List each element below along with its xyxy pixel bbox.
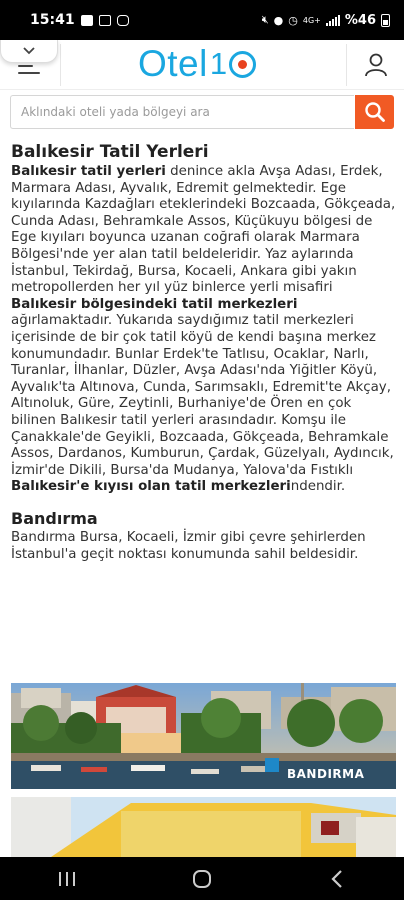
section-paragraph-bandirma: Bandırma Bursa, Kocaeli, İzmir gibi çevre şehirlerden İstanbul'a geçit noktası konumunda sahil beldesidir. bbox=[11, 529, 366, 562]
network-type: 4G+ bbox=[302, 15, 321, 25]
gallery-notification-icon bbox=[81, 15, 93, 26]
user-icon bbox=[362, 52, 390, 78]
search-icon bbox=[364, 101, 386, 123]
next-article-photo[interactable] bbox=[11, 797, 396, 857]
site-logo[interactable] bbox=[138, 42, 256, 86]
logo-number: 1 bbox=[209, 46, 228, 81]
keyword-link[interactable]: Balıkesir bölgesindeki tatil merkezleri bbox=[11, 296, 298, 312]
search-box bbox=[10, 95, 354, 129]
collapse-toolbar-button[interactable] bbox=[0, 40, 58, 63]
mute-icon: 🔇︎ bbox=[261, 13, 269, 26]
logo-target-icon bbox=[229, 51, 256, 78]
header-divider bbox=[60, 44, 61, 86]
photo-caption: BANDIRMA bbox=[287, 767, 365, 781]
keyword-link[interactable]: Balıkesir'e kıyısı olan tatil merkezleri bbox=[11, 479, 291, 495]
home-button[interactable] bbox=[182, 864, 222, 894]
bandirma-photo[interactable] bbox=[11, 683, 396, 789]
logo-text: Otel bbox=[138, 43, 208, 84]
status-time: 15:41 bbox=[30, 12, 75, 28]
article-title: Balıkesir Tatil Yerleri bbox=[11, 142, 209, 162]
alarm-icon: ◷ bbox=[288, 13, 298, 27]
battery-icon bbox=[381, 14, 390, 27]
user-account-button[interactable] bbox=[362, 52, 390, 78]
section-title-bandirma: Bandırma bbox=[11, 508, 98, 528]
image-notification-icon bbox=[99, 15, 111, 26]
signal-icon bbox=[326, 15, 340, 26]
next-photo-image bbox=[11, 797, 396, 857]
recent-apps-icon bbox=[57, 871, 77, 887]
search-input[interactable] bbox=[11, 96, 354, 128]
back-button[interactable] bbox=[317, 864, 357, 894]
back-icon bbox=[330, 869, 344, 889]
recent-apps-button[interactable] bbox=[47, 864, 87, 894]
search-button[interactable] bbox=[355, 95, 394, 129]
instagram-notification-icon bbox=[117, 15, 129, 26]
battery-percent: %46 bbox=[344, 12, 376, 28]
chevron-down-icon bbox=[22, 46, 36, 56]
location-icon: ● bbox=[273, 13, 284, 27]
status-bar bbox=[0, 0, 404, 40]
article-paragraph: Balıkesir tatil yerleri denince akla Avşa Adası, Erdek, Marmara Adası, Ayvalık, Edremit gelmektedir. Ege kıyılarında Kazdağları eteklerindeki Bozcaada, Gökçeada, Cunda Adası, Behramkale Assos, Küçükuyu bölgesi de Ege kıyıları boyunca uzanan coğrafi olarak Marmara Bölgesi'nde yer alan tatil beldeleridir. Yaz aylarında İstanbul, Tekirdağ, Bursa, Kocaeli, Ankara gibi yakın metropollerden her yıl yüz binlerce yerli misafiri Balıkesir bölgesindeki tatil merkezleri ağırlamaktadır. Yukarıda saydığımız tatil merkezleri içerisinde de bir çok tatil köyü de kendi başına merkez konumundadır. Bunlar Erdek'te Tatlısu, Ocaklar, Narlı, Turanlar, İlhanlar, Düzler, Avşa Adası'nda Yiğitler Köyü, Ayvalık'ta Altınova, Cunda, Sarımsaklı, Edremit'te Akçay, Altınoluk, Güre, Zeytinli, Burhaniye'de Ören en çok bilinen Balıkesir tatil yerleri arasındadır. Komşu ile Çanakkale'de Geyikli, Bozcaada, Gökçeada, Behramkale Assos, Dardanos, Kumburun, Çardak, Güzelyalı, Aydıncık, İzmir'de Dikili, Bursa'da Mudanya, Yalova'da Fıstıklı Balıkesir'e kıyısı olan tatil merkezlerindendir. bbox=[11, 164, 396, 495]
system-navigation-bar bbox=[0, 857, 404, 900]
keyword-link[interactable]: Balıkesir tatil yerleri bbox=[11, 164, 166, 179]
header-divider bbox=[346, 44, 347, 86]
article-content bbox=[11, 140, 397, 563]
home-icon bbox=[192, 869, 212, 889]
